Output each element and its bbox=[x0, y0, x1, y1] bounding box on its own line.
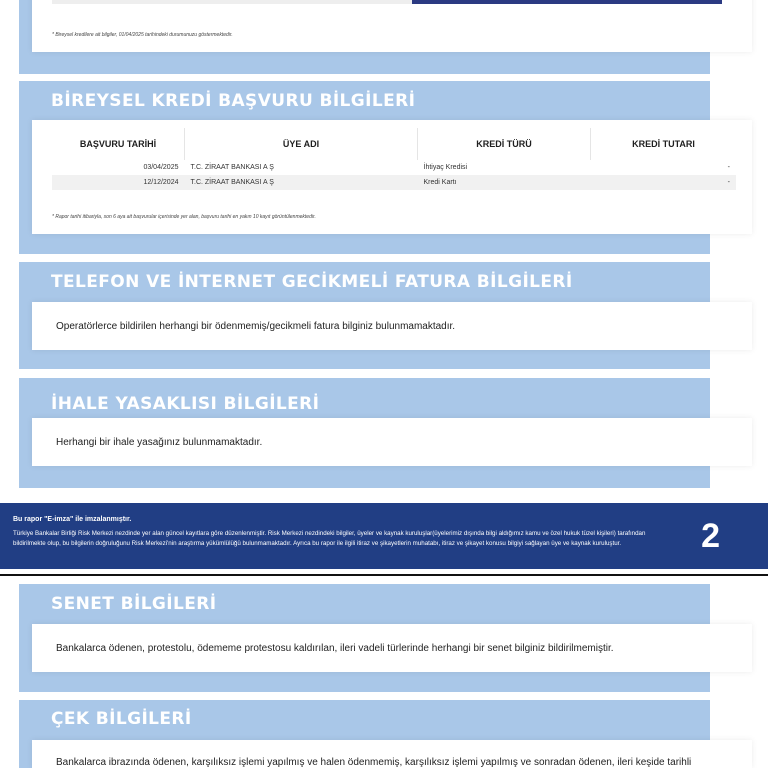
cell-uye: T.C. ZİRAAT BANKASI A Ş bbox=[185, 175, 418, 190]
cek-title: ÇEK BİLGİLERİ bbox=[51, 709, 192, 729]
footer-heading: Bu rapor "E-imza" ile imzalanmıştır. bbox=[13, 516, 132, 523]
senet-card bbox=[32, 624, 752, 672]
telefon-card bbox=[32, 302, 752, 350]
ihale-title: İHALE YASAKLISI BİLGİLERİ bbox=[51, 394, 320, 414]
table-header-row bbox=[52, 128, 736, 160]
ihale-card bbox=[32, 418, 752, 466]
prev-section-card bbox=[32, 0, 752, 52]
cell-tutar: - bbox=[591, 175, 737, 190]
prev-table-bar-right bbox=[412, 0, 722, 4]
table-row bbox=[52, 160, 736, 175]
col-basvuru-tarihi: BAŞVURU TARİHİ bbox=[52, 128, 185, 160]
page-divider bbox=[0, 574, 768, 576]
kredi-basvuru-note: * Rapor tarihi itibariyla, son 6 aya ait başvurular içerisinde yer alan, başvuru tarihi en yakın 10 kayıt görüntülenmektedir. bbox=[52, 214, 316, 220]
cell-tarih: 12/12/2024 bbox=[52, 175, 185, 190]
ihale-text: Herhangi bir ihale yasağınız bulunmamaktadır. bbox=[56, 437, 263, 448]
cell-tutar: - bbox=[591, 160, 737, 175]
col-kredi-tutari: KREDİ TUTARI bbox=[632, 139, 695, 149]
col-kredi-turu: KREDİ TÜRÜ bbox=[418, 128, 591, 160]
cek-text: Bankalarca ibrazında ödenen, karşılıksız işlemi yapılmış ve halen ödenmemiş, karşılıksız işlemi yapılmış ve sonradan ödenen, ileri keşide tarihli bbox=[56, 757, 692, 768]
cek-card bbox=[32, 740, 752, 768]
cell-tur: İhtiyaç Kredisi bbox=[418, 160, 591, 175]
cell-tarih: 03/04/2025 bbox=[52, 160, 185, 175]
col-uye-adi: ÜYE ADI bbox=[185, 128, 418, 160]
kredi-basvuru-title: BİREYSEL KREDİ BAŞVURU BİLGİLERİ bbox=[51, 91, 416, 111]
kredi-basvuru-card bbox=[32, 120, 752, 234]
prev-table-bar-left bbox=[52, 0, 412, 4]
telefon-text: Operatörlerce bildirilen herhangi bir ödenmemiş/gecikmeli fatura bilginiz bulunmamaktadır. bbox=[56, 321, 456, 332]
top-note: * Bireysel kredilere ait bilgiler, 01/04/2025 tarihindeki durumunuzu göstermektedir. bbox=[52, 32, 233, 38]
cell-tur: Kredi Kartı bbox=[418, 175, 591, 190]
cell-uye: T.C. ZİRAAT BANKASI A Ş bbox=[185, 160, 418, 175]
senet-title: SENET BİLGİLERİ bbox=[51, 594, 217, 614]
table-row bbox=[52, 175, 736, 190]
kredi-basvuru-table bbox=[52, 128, 736, 190]
senet-text: Bankalarca ödenen, protestolu, ödememe protestosu kaldırılan, ileri vadeli türlerinde herhangi bir senet bilginiz bildirilmemiştir. bbox=[56, 643, 614, 654]
telefon-title: TELEFON VE İNTERNET GECİKMELİ FATURA BİLGİLERİ bbox=[51, 272, 573, 292]
page-number: 2 bbox=[701, 517, 720, 555]
page-footer bbox=[0, 503, 768, 569]
footer-text: Türkiye Bankalar Birliği Risk Merkezi nezdinde yer alan güncel kayıtlara göre düzenlenmiştir. Risk Merkezi nezdindeki bilgiler, üyeler ve kaynak kuruluşlar(üyelerimiz dışında bilgi aldığımız kamu ve özel hukuk tüzel kişileri) tarafından bildirilmekte olup, bu bilgilerin doğruluğunu Risk Merkezi'nin araştırma yükümlülüğü bulunmamaktadır. Ayrıca bu rapor ile ilgili itiraz ve şikayetlerin muhatabı, itiraz ve şikayet konusu bilgiyi sağlayan üye ve kaynak kuruluştur. bbox=[13, 530, 646, 547]
